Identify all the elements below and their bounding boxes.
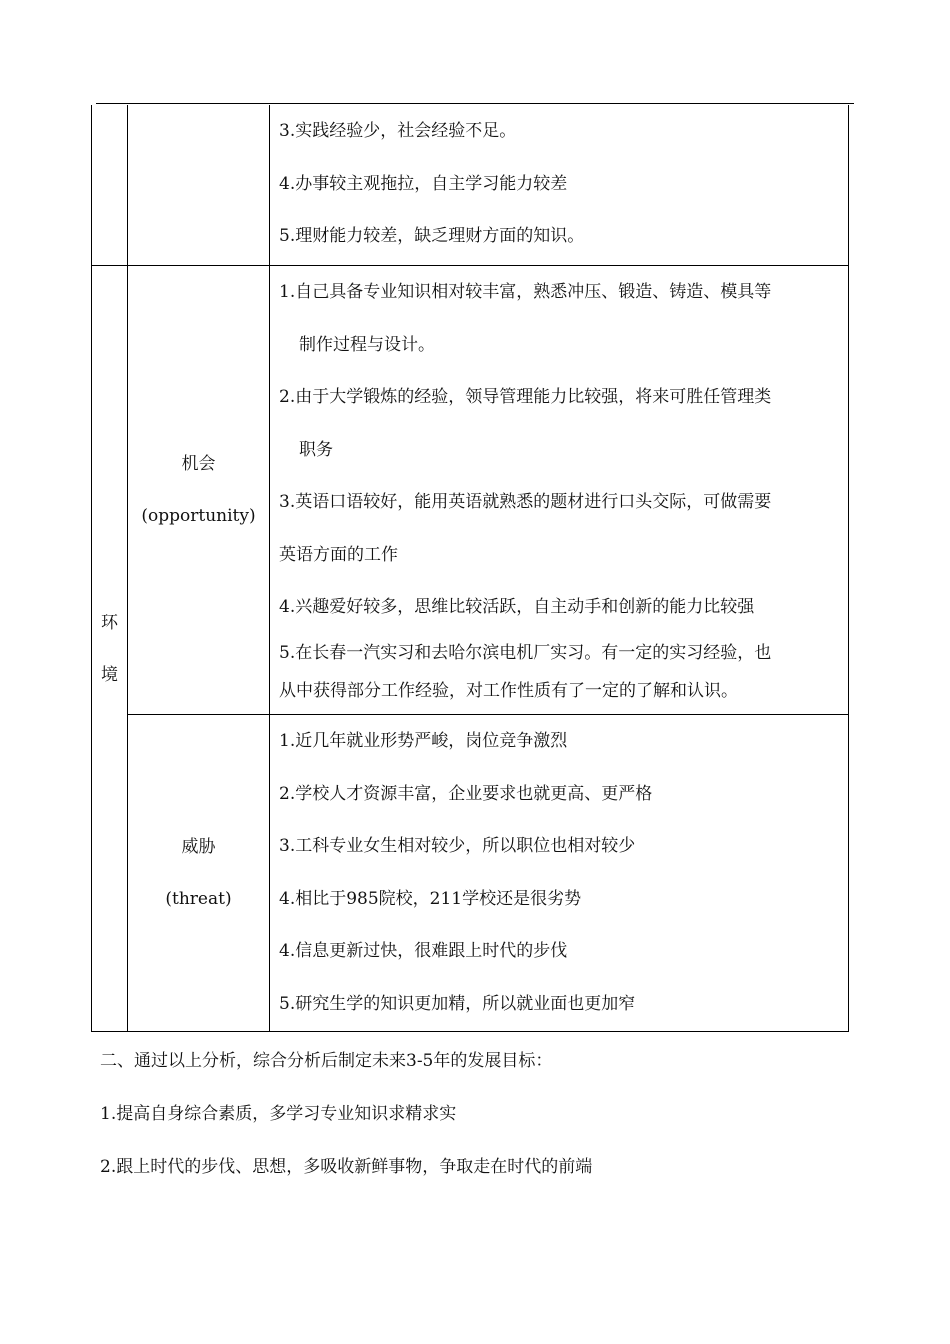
opportunity-row — [92, 266, 849, 715]
opportunity-item: 4.兴趣爱好较多，思维比较活跃，自主动手和创新的能力比较强 — [279, 597, 755, 617]
opportunity-items-cell — [270, 266, 849, 715]
header-rule — [96, 103, 854, 104]
opportunity-item: 英语方面的工作 — [279, 544, 398, 565]
opportunity-item: 3.英语口语较好，能用英语就熟悉的题材进行口头交际，可做需要 — [279, 492, 772, 512]
swot-table — [91, 105, 849, 1032]
opportunity-label-en: (opportunity) — [141, 506, 256, 526]
threat-item: 1.近几年就业形势严峻，岗位竞争激烈 — [279, 731, 568, 751]
threat-item: 3.工科专业女生相对较少，所以职位也相对较少 — [279, 836, 636, 856]
weakness-row — [92, 105, 849, 266]
opportunity-label-cell — [128, 266, 270, 715]
goal-item: 2.跟上时代的步伐、思想，多吸收新鲜事物，争取走在时代的前端 — [100, 1157, 593, 1177]
threat-label-cell — [128, 715, 270, 1032]
threat-item: 4.信息更新过快，很难跟上时代的步伐 — [279, 941, 568, 961]
opportunity-item: 2.由于大学锻炼的经验，领导管理能力比较强，将来可胜任管理类 — [279, 387, 772, 407]
environment-label-char: 环 — [101, 612, 118, 633]
weakness-item: 4.办事较主观拖拉，自主学习能力较差 — [279, 173, 568, 194]
weakness-item: 3.实践经验少，社会经验不足。 — [279, 121, 517, 141]
weakness-item: 5.理财能力较差，缺乏理财方面的知识。 — [279, 226, 585, 246]
threat-item: 5.研究生学的知识更加精，所以就业面也更加窄 — [279, 993, 636, 1014]
goal-item: 1.提高自身综合素质，多学习专业知识求精求实 — [100, 1104, 457, 1124]
opportunity-label-cn: 机会 — [181, 454, 216, 474]
opportunity-item: 制作过程与设计。 — [299, 334, 435, 355]
threat-label-en: (threat) — [165, 889, 232, 909]
opportunity-item: 从中获得部分工作经验，对工作性质有了一定的了解和认识。 — [279, 680, 738, 701]
opportunity-item: 职务 — [299, 439, 333, 460]
threat-item: 2.学校人才资源丰富，企业要求也就更高、更严格 — [279, 783, 653, 804]
opportunity-item: 1.自己具备专业知识相对较丰富，熟悉冲压、锻造、铸造、模具等 — [279, 282, 772, 302]
weakness-items-cell — [270, 105, 849, 266]
environment-label-char: 境 — [101, 664, 118, 685]
empty-subcategory-cell — [128, 105, 270, 266]
environment-label-cell — [92, 266, 128, 1032]
threat-item: 4.相比于985院校，211学校还是很劣势 — [279, 888, 582, 909]
threat-items-cell — [270, 715, 849, 1032]
opportunity-item: 5.在长春一汽实习和去哈尔滨电机厂实习。有一定的实习经验，也 — [279, 642, 772, 663]
empty-category-cell — [92, 105, 128, 266]
section-heading: 二、通过以上分析，综合分析后制定未来3-5年的发展目标： — [100, 1051, 553, 1071]
threat-label-cn: 威胁 — [181, 837, 216, 857]
threat-row — [92, 715, 849, 1032]
